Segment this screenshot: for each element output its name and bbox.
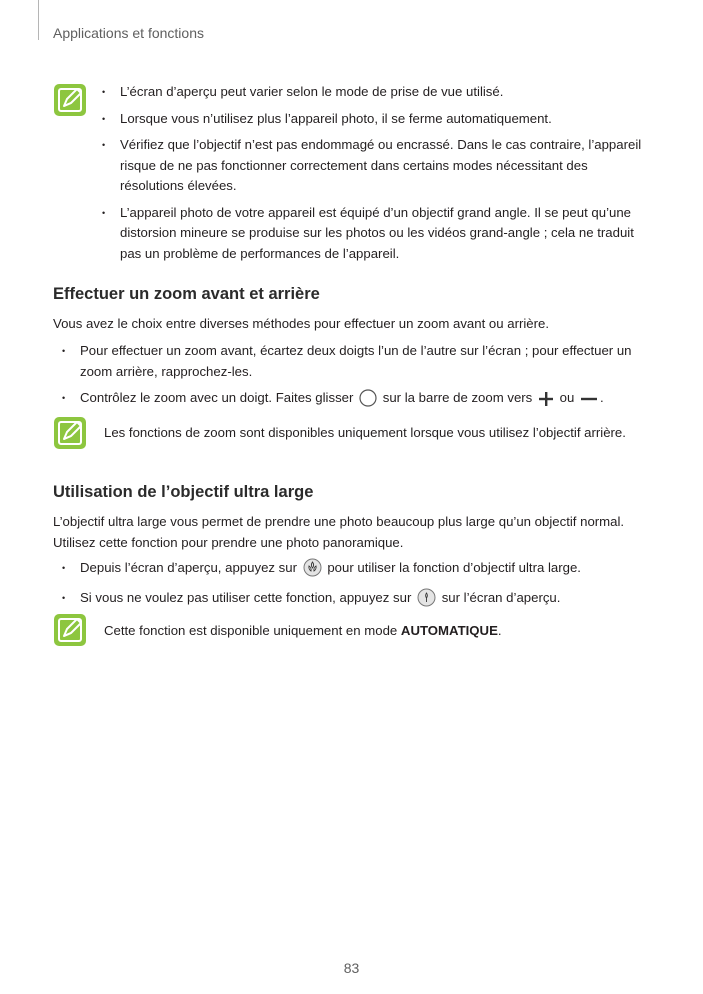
header-divider-line xyxy=(38,0,39,40)
ultra-note-text: Cette fonction est disponible uniquement en mode xyxy=(104,623,398,638)
ultra-item2-text: sur l’écran d’aperçu. xyxy=(441,589,561,605)
list-item xyxy=(54,558,654,584)
ultra-item1-text: Depuis l’écran d’aperçu, appuyez sur xyxy=(80,560,297,575)
zoom-section-title: Effectuer un zoom avant et arrière xyxy=(53,285,320,303)
ultra-intro-line2: Utilisez cette fonction pour prendre une photo panoramique. xyxy=(53,535,404,550)
ultra-wide-icon xyxy=(303,558,322,584)
zoom-list xyxy=(54,341,654,420)
zoom-note: Les fonctions de zoom sont disponibles uniquement lorsque vous utilisez l’objectif arrière. xyxy=(104,425,626,440)
note-icon xyxy=(54,84,86,116)
ultra-section-title: Utilisation de l’objectif ultra large xyxy=(53,483,314,501)
list-item: • Pour effectuer un zoom avant, écartez deux doigts l’un de l’autre sur l’écran ; pour effectuer un zoom arrière, rapprochez-les. xyxy=(54,341,654,382)
list-item: • Lorsque vous n’utilisez plus l’appareil photo, il se ferme automatiquement. xyxy=(94,109,649,130)
page-number: 83 xyxy=(343,960,360,976)
list-item: • L’appareil photo de votre appareil est équipé d’un objectif grand angle. Il se peut qu’une distorsion mineure se produise sur les photos ou les vidéos grand-angle ; cela ne traduit pas un problème de performances de l’appareil. xyxy=(94,203,649,265)
zoom-item2-text: . xyxy=(599,390,604,405)
ultra-wide-icon xyxy=(417,588,436,614)
zoom-item2-text: Contrôlez le zoom avec un doigt. Faites glisser xyxy=(80,390,354,405)
note-icon xyxy=(54,417,86,449)
minus-icon xyxy=(580,391,598,414)
ultra-item2-text: Si vous ne voulez pas utiliser cette fonction, appuyez sur xyxy=(80,589,412,605)
list-item xyxy=(54,588,654,614)
ultra-note xyxy=(104,621,649,642)
list-item: • Vérifiez que l’objectif n’est pas endommagé ou encrassé. Dans le cas contraire, l’appareil risque de ne pas fonctionner correctement dans certains modes nécessitant des résolutions élevées. xyxy=(94,135,649,197)
top-note-list xyxy=(94,82,649,270)
zoom-slider-handle-icon xyxy=(359,389,377,414)
zoom-item2-text: sur la barre de zoom vers xyxy=(382,390,533,405)
section-header: Applications et fonctions xyxy=(53,25,204,41)
ultra-intro-line1: L’objectif ultra large vous permet de prendre une photo beaucoup plus large qu’un objectif normal. xyxy=(53,514,625,529)
ultra-item1-text: pour utiliser la fonction d’objectif ultra large. xyxy=(327,560,581,575)
zoom-intro: Vous avez le choix entre diverses méthodes pour effectuer un zoom avant ou arrière. xyxy=(53,316,550,331)
plus-icon xyxy=(538,391,554,414)
zoom-item2-text: ou xyxy=(559,390,575,405)
note-icon xyxy=(54,614,86,646)
list-item xyxy=(54,388,654,414)
ultra-list xyxy=(54,558,654,619)
ultra-note-end: . xyxy=(497,623,502,638)
ultra-note-mode: AUTOMATIQUE xyxy=(400,623,498,638)
list-item: • L’écran d’aperçu peut varier selon le mode de prise de vue utilisé. xyxy=(94,82,649,103)
